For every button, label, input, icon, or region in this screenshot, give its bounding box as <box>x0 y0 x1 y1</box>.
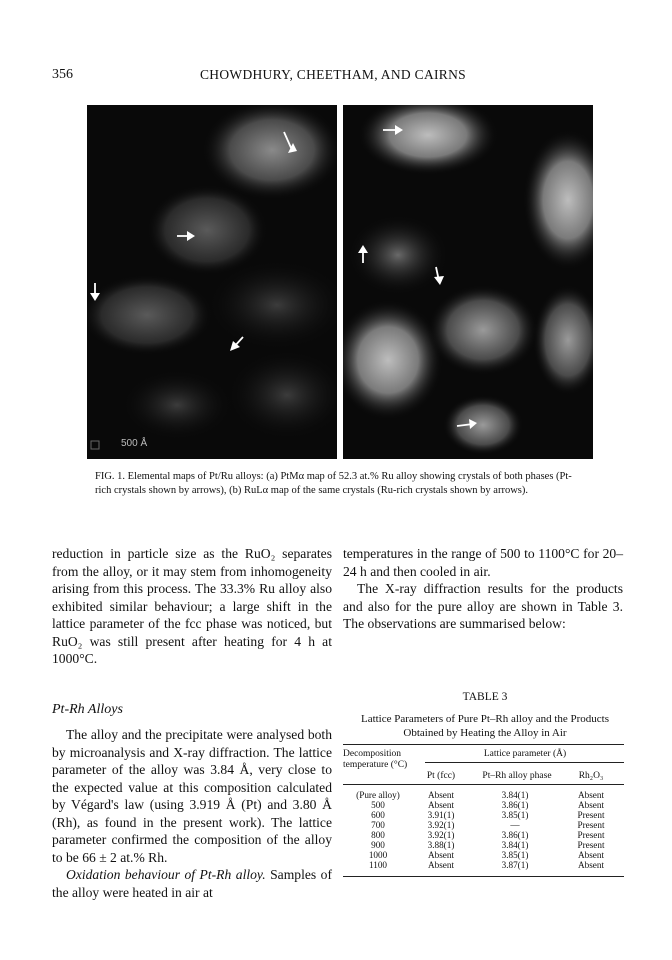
table-caption: Lattice Parameters of Pure Pt–Rh alloy and the Products Obtained by Heating the Alloy in Air <box>360 713 610 739</box>
table-cell: 3.85(1) <box>501 810 529 820</box>
table-cell: 3.84(1) <box>501 790 529 800</box>
table-cell: 3.86(1) <box>501 830 529 840</box>
table-cell: Absent <box>427 800 455 810</box>
table-cell: 500 <box>371 800 385 810</box>
table-cell: Present <box>577 810 605 820</box>
table-bottom-rule <box>343 876 624 877</box>
table-row <box>343 860 627 870</box>
figure-panel-a <box>87 105 337 459</box>
paragraph <box>52 866 332 901</box>
micrograph-a <box>87 105 337 459</box>
table-row <box>343 800 627 810</box>
table-head-alloy: Pt–Rh alloy phase <box>482 771 552 781</box>
paragraph: reduction in particle size as the RuO₂ separates from the alloy, or it may stem from inhomogeneity arising from this process. The 33.3% Ru alloy also exhibited similar behaviour; a large shift in the lattice parameter of the fcc phase was noticed, but RuO₂ was still present after heating for 4 h at 1000°C. <box>52 546 332 666</box>
table-cell: 3.92(1) <box>427 820 455 830</box>
paragraph: The X-ray diffraction results for the products and also for the pure alloy are shown in Table 3. The observations are summarised below: <box>343 581 623 631</box>
paragraph-text: Samples of the alloy were heated in air at <box>52 867 332 900</box>
table-head-rule <box>343 784 624 785</box>
page-header <box>0 67 672 87</box>
right-column-top <box>343 545 623 633</box>
scale-bar-label: 500 Å <box>121 438 148 449</box>
table-row <box>343 840 627 850</box>
figure-caption: FIG. 1. Elemental maps of Pt/Ru alloys: (a) PtMα map of 52.3 at.% Ru alloy showing crystals of both phases (Pt-rich crystals shown by arrows), (b) RuLα map of the same crystals (Ru-rich crystals shown by arrows). <box>95 471 572 496</box>
table-row <box>343 790 627 800</box>
table-cell: Present <box>577 840 605 850</box>
table-cell: Present <box>577 830 605 840</box>
table-cell: 1100 <box>368 860 388 870</box>
table-cell: 1000 <box>368 850 388 860</box>
page-number: 356 <box>52 67 73 82</box>
table-cell: Absent <box>577 790 605 800</box>
table-cell: 3.92(1) <box>427 830 455 840</box>
table-cell: 800 <box>371 830 385 840</box>
table-cell: Absent <box>427 860 455 870</box>
table-top-rule <box>343 744 624 745</box>
table-cell: Absent <box>427 790 455 800</box>
table-cell: 3.88(1) <box>427 840 455 850</box>
table-cell: Absent <box>577 800 605 810</box>
table-cell: 700 <box>371 820 385 830</box>
table-row <box>343 810 627 820</box>
table-group-rule <box>425 762 624 763</box>
table-cell: 3.86(1) <box>501 800 529 810</box>
table-title: TABLE 3 <box>462 691 508 703</box>
section-heading: Pt-Rh Alloys <box>52 702 123 717</box>
table-cell: Present <box>577 820 605 830</box>
table-row <box>343 850 627 860</box>
table-head-group: Lattice parameter (Å) <box>483 749 567 759</box>
run-in-heading: Oxidation behaviour of Pt-Rh alloy. <box>66 867 266 882</box>
table-cell: 3.84(1) <box>501 840 529 850</box>
table-cell: (Pure alloy) <box>356 790 400 800</box>
table-cell: 3.91(1) <box>427 810 455 820</box>
table-cell: 900 <box>371 840 385 850</box>
table-cell: 600 <box>371 810 385 820</box>
table-cell: Absent <box>427 850 455 860</box>
left-column-bottom <box>52 726 332 901</box>
figure-panel-b <box>343 105 593 459</box>
table-head-rh2o3: Rh₂O₃ <box>578 771 604 781</box>
table-row <box>343 830 627 840</box>
running-head: CHOWDHURY, CHEETHAM, AND CAIRNS <box>200 67 466 82</box>
table-row <box>343 820 627 830</box>
micrograph-b <box>343 105 593 459</box>
table-cell: 3.87(1) <box>501 860 529 870</box>
table-cell: Absent <box>577 860 605 870</box>
paragraph: temperatures in the range of 500 to 1100°C for 20–24 h and then cooled in air. <box>343 546 623 579</box>
table-head-temperature: Decomposition temperature (°C) <box>343 749 408 770</box>
table-cell: 3.85(1) <box>501 850 529 860</box>
table-head-pt: Pt (fcc) <box>426 771 456 781</box>
left-column-top <box>52 545 332 668</box>
table-cell: Absent <box>577 850 605 860</box>
table-cell: — <box>510 820 520 830</box>
paragraph: The alloy and the precipitate were analysed both by microanalysis and X-ray diffraction. The lattice parameter of the alloy was 3.84 Å, very close to the expected value at this composition calculated by Végard's law (using 3.919 Å (Pt) and 3.80 Å (Rh), as found in the present work). The lattice parameter confirmed the composition of the alloy to be 66 ± 2 at.% Rh. <box>52 727 332 865</box>
